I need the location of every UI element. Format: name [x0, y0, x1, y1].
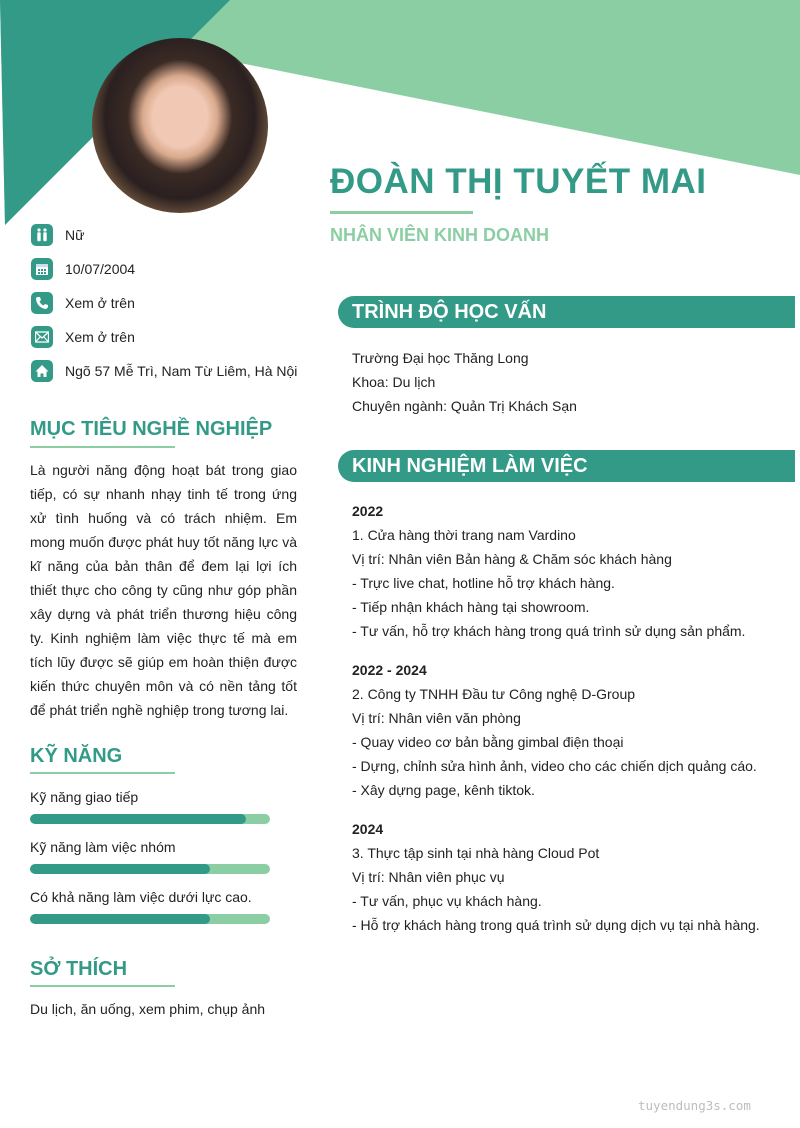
mail-icon: [31, 326, 53, 348]
address-text: Ngõ 57 Mễ Trì, Nam Từ Liêm, Hà Nội: [65, 363, 298, 379]
hobbies-text: Du lịch, ăn uống, xem phim, chụp ảnh: [30, 1001, 266, 1017]
education-line: Chuyên ngành: Quản Trị Khách Sạn: [352, 398, 577, 414]
education-line: Khoa: Du lịch: [352, 374, 436, 390]
watermark: tuyendung3s.com: [638, 1098, 751, 1113]
home-icon: [31, 360, 53, 382]
experience-line: - Tiếp nhận khách hàng tại showroom.: [352, 599, 590, 615]
birthday-text: 10/07/2004: [65, 261, 136, 277]
skill-label: Kỹ năng giao tiếp: [30, 789, 139, 805]
experience-year: 2024: [352, 821, 384, 837]
contact-birthday: [31, 258, 135, 280]
calendar-icon: [31, 258, 53, 280]
skill-bar: [30, 814, 270, 824]
experience-line: - Tư vấn, phục vụ khách hàng.: [352, 893, 542, 909]
experience-entry: [352, 658, 757, 802]
experience-line: Vị trí: Nhân viên phục vụ: [352, 869, 505, 885]
contact-gender: [31, 224, 84, 246]
experience-line: - Dựng, chỉnh sửa hình ảnh, video cho các chiến dịch quảng cáo.: [352, 758, 757, 774]
phone-icon: [31, 292, 53, 314]
education-details: [352, 346, 577, 418]
skill-label: Kỹ năng làm việc nhóm: [30, 839, 176, 855]
experience-line: 3. Thực tập sinh tại nhà hàng Cloud Pot: [352, 845, 600, 861]
experience-line: Vị trí: Nhân viên văn phòng: [352, 710, 521, 726]
experience-line: - Trực live chat, hotline hỗ trợ khách hàng.: [352, 575, 615, 591]
name-underline: [330, 211, 473, 214]
experience-year: 2022: [352, 503, 384, 519]
skill-bar-fill: [30, 914, 210, 924]
experience-entry: [352, 817, 760, 937]
skill-label: Có khả năng làm việc dưới lực cao.: [30, 889, 252, 905]
objective-title: MỤC TIÊU NGHỀ NGHIỆP: [30, 418, 273, 440]
experience-header: KINH NGHIỆM LÀM VIỆC: [338, 450, 795, 482]
experience-line: 2. Công ty TNHH Đầu tư Công nghệ D-Group: [352, 686, 636, 702]
hobbies-title: SỞ THÍCH: [30, 958, 128, 980]
experience-line: - Xây dựng page, kênh tiktok.: [352, 782, 535, 798]
education-header: TRÌNH ĐỘ HỌC VẤN: [338, 296, 795, 328]
skill-bar-fill: [30, 814, 246, 824]
gender-text: Nữ: [65, 227, 85, 243]
phone-text: Xem ở trên: [65, 295, 135, 311]
job-title: NHÂN VIÊN KINH DOANH: [330, 225, 550, 245]
skill-bar: [30, 914, 270, 924]
experience-line: Vị trí: Nhân viên Bản hàng & Chăm sóc khách hàng: [352, 551, 672, 567]
skill-bar: [30, 864, 270, 874]
experience-line: 1. Cửa hàng thời trang nam Vardino: [352, 527, 576, 543]
skills-underline: [30, 772, 175, 774]
experience-line: - Quay video cơ bản bằng gimbal điện thoại: [352, 734, 624, 750]
full-name: ĐOÀN THỊ TUYẾT MAI: [330, 162, 707, 201]
experience-line: - Hỗ trợ khách hàng trong quá trình sử dụng dịch vụ tại nhà hàng.: [352, 917, 760, 933]
email-text: Xem ở trên: [65, 329, 135, 345]
objective-underline: [30, 446, 175, 448]
hobbies-underline: [30, 985, 175, 987]
profile-photo: [92, 38, 268, 213]
gender-icon: [31, 224, 53, 246]
objective-text: Là người năng động hoạt bát trong giao tiếp, có sự nhanh nhạy tinh tế trong ứng xử tình huống và có trách nhiệm. Em mong muốn được phát huy tốt năng lực và kĩ năng của bản thân để đem lại lợi ích thiết thực cho công ty cũng như góp phần xây dựng và phát triển thương hiệu công ty. Kinh nghiệm làm việc thực tế mà em tích lũy được sẽ giúp em hoàn thiện được kiến thức chuyên môn và có nền tảng tốt để phát triển nghề nghiệp trong tương lai.: [30, 462, 297, 718]
education-line: Trường Đại học Thăng Long: [352, 350, 529, 366]
contact-email: [31, 326, 135, 348]
experience-year: 2022 - 2024: [352, 662, 427, 678]
experience-entry: [352, 499, 745, 643]
contact-phone: [31, 292, 135, 314]
contact-address: [31, 360, 297, 382]
experience-line: - Tư vấn, hỗ trợ khách hàng trong quá trình sử dụng sản phẩm.: [352, 623, 746, 639]
skill-bar-fill: [30, 864, 210, 874]
skills-title: KỸ NĂNG: [30, 745, 123, 767]
